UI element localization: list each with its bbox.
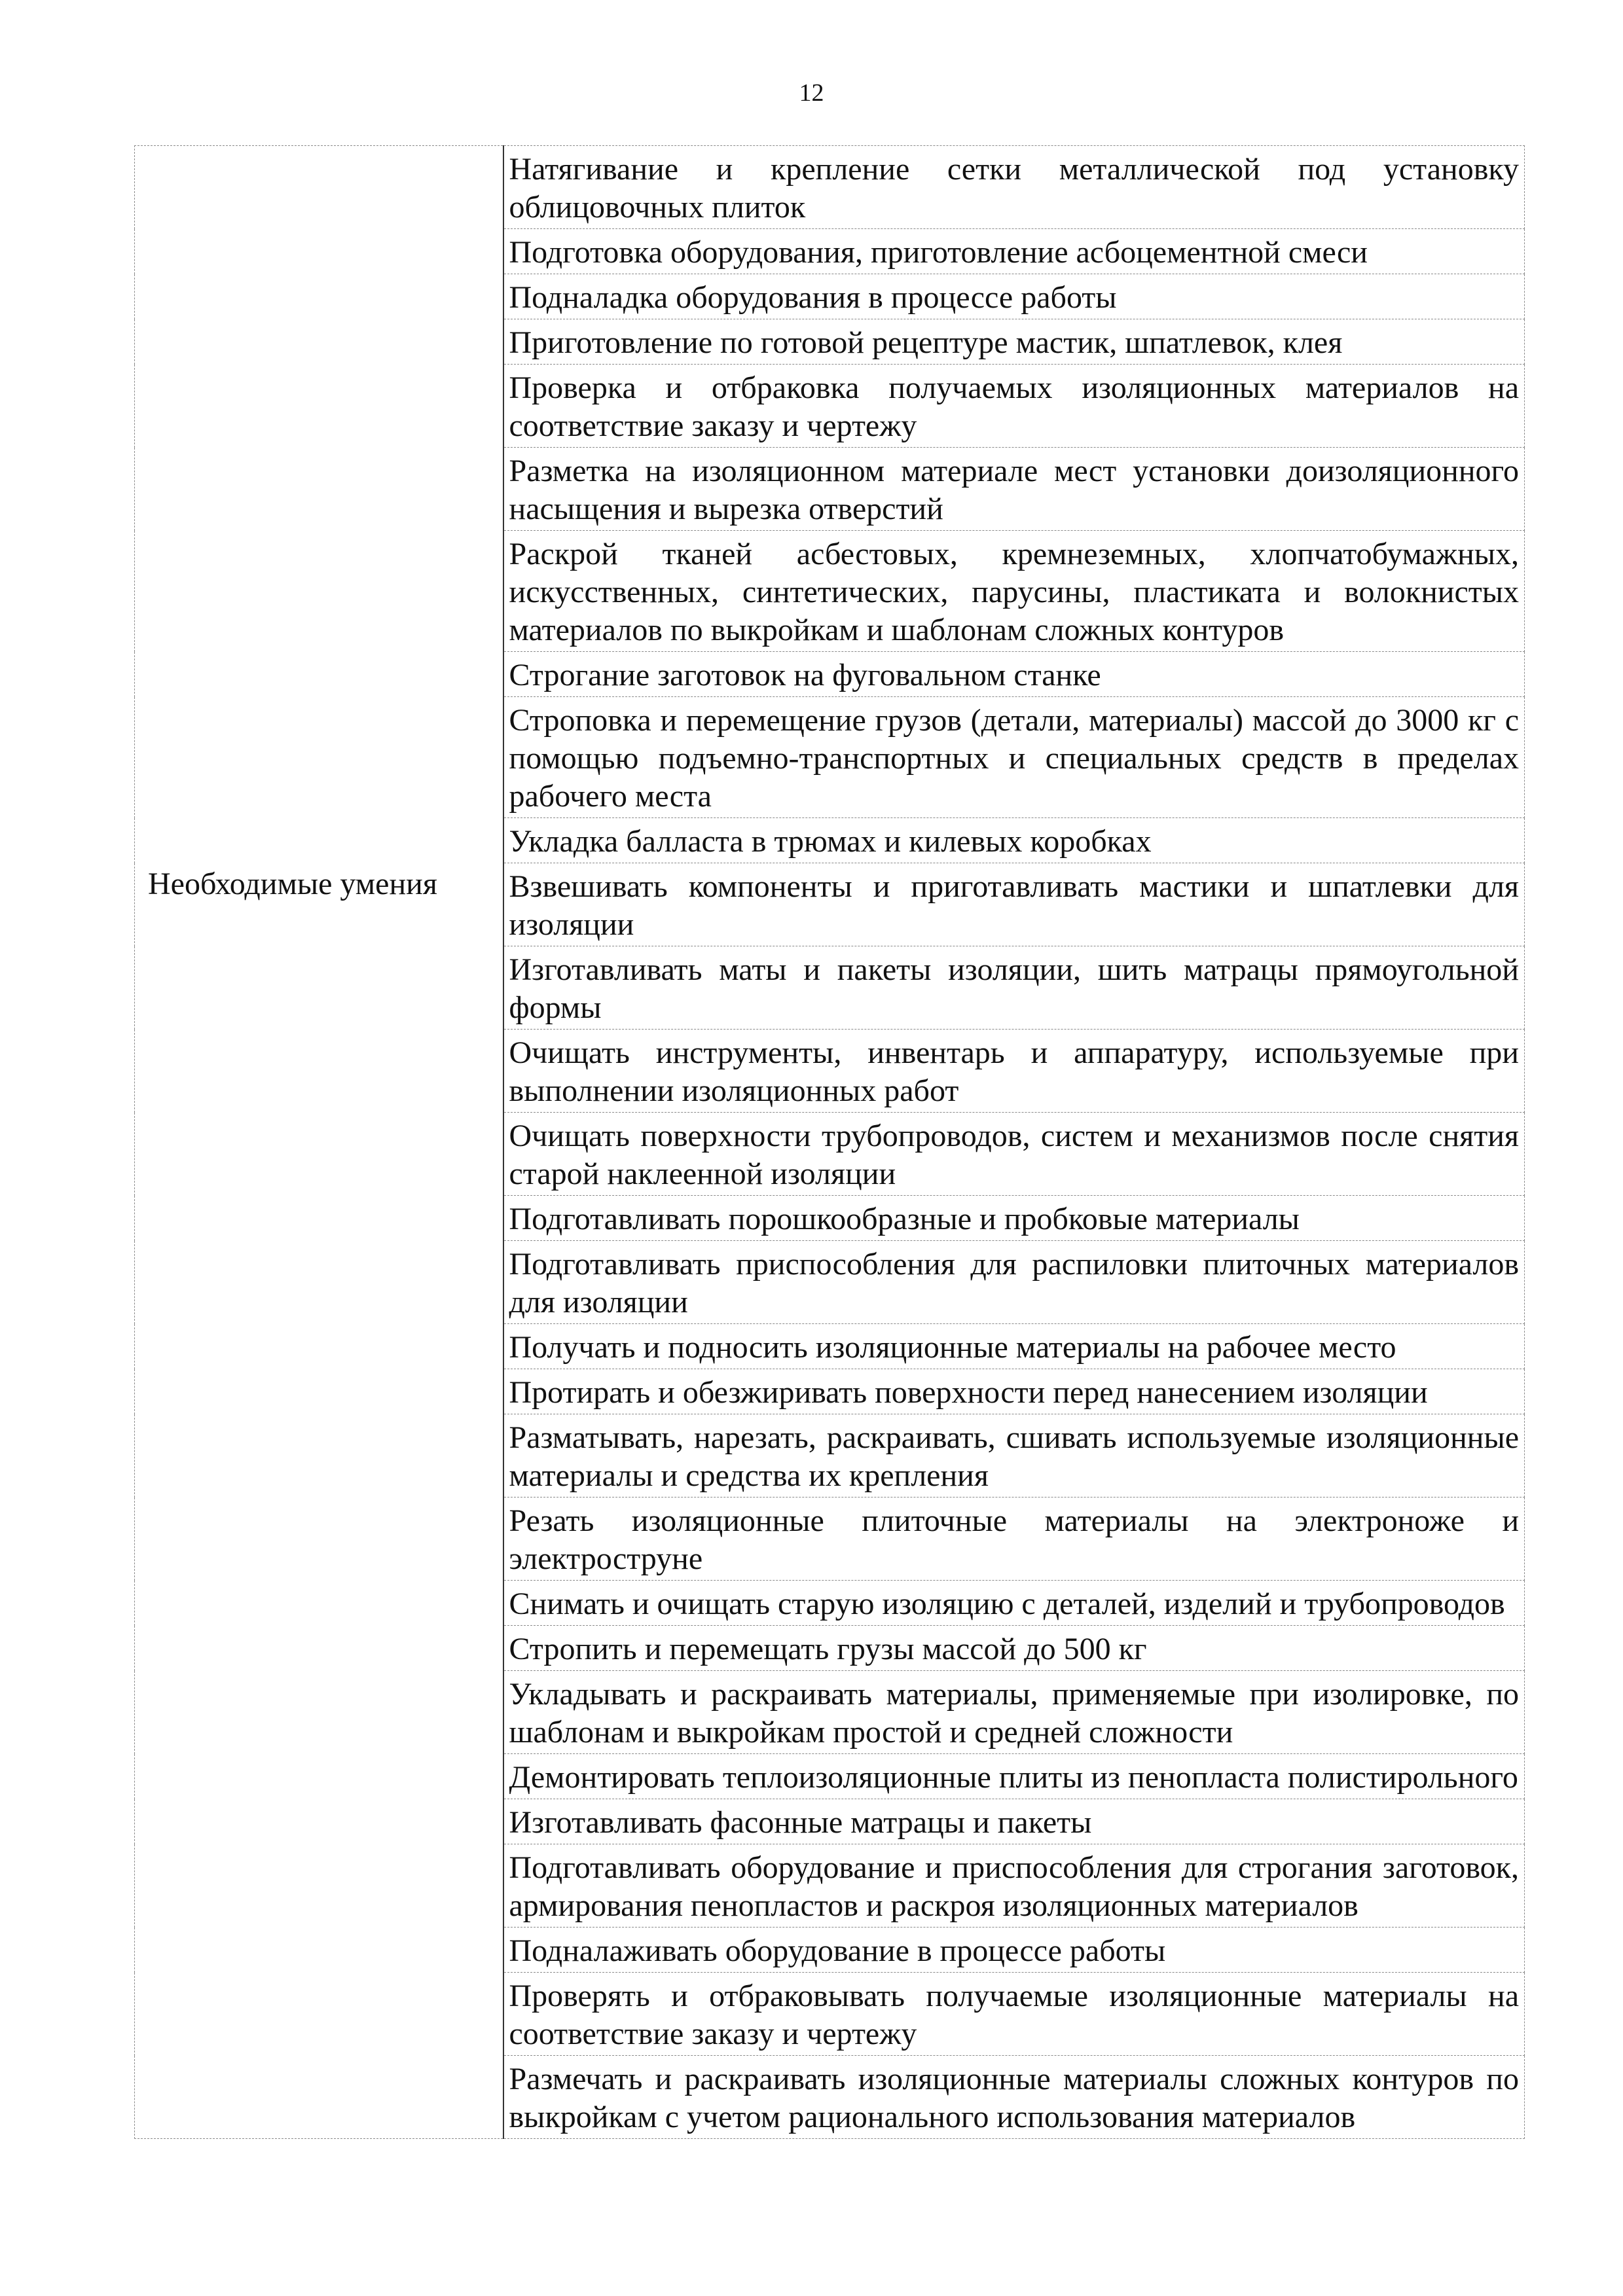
item-text-cell: Подналаживать оборудование в процессе работы — [503, 1928, 1525, 1973]
item-text-cell: Стропить и перемещать грузы массой до 500 кг — [503, 1626, 1525, 1671]
item-text-cell: Изготавливать фасонные матрацы и пакеты — [503, 1799, 1525, 1844]
requirements-table — [134, 145, 1525, 2139]
item-text-cell: Натягивание и крепление сетки металлической под установку облицовочных плиток — [503, 146, 1525, 229]
item-text-cell: Проверять и отбраковывать получаемые изоляционные материалы на соответствие заказу и чертежу — [503, 1973, 1525, 2056]
item-text-cell: Приготовление по готовой рецептуре мастик, шпатлевок, клея — [503, 319, 1525, 365]
group-label-cell — [135, 146, 503, 863]
item-text-cell: Разматывать, нарезать, раскраивать, сшивать используемые изоляционные материалы и средства их крепления — [503, 1414, 1525, 1498]
item-text-cell: Снимать и очищать старую изоляцию с деталей, изделий и трубопроводов — [503, 1581, 1525, 1626]
item-text-cell: Разметка на изоляционном материале мест установки доизоляционного насыщения и вырезка отверстий — [503, 448, 1525, 531]
item-text-cell: Взвешивать компоненты и приготавливать мастики и шпатлевки для изоляции — [503, 863, 1525, 946]
item-text-cell: Получать и подносить изоляционные материалы на рабочее место — [503, 1324, 1525, 1369]
item-text-cell: Укладка балласта в трюмах и килевых коробках — [503, 818, 1525, 863]
item-text-cell: Раскрой тканей асбестовых, кремнеземных, хлопчатобумажных, искусственных, синтетических, парусины, пластиката и волокнистых материалов по выкройкам и шаблонам сложных контуров — [503, 531, 1525, 652]
item-text-cell: Подналадка оборудования в процессе работы — [503, 274, 1525, 319]
item-text-cell: Подготавливать оборудование и приспособления для строгания заготовок, армирования пенопластов и раскроя изоляционных материалов — [503, 1844, 1525, 1928]
item-text-cell: Подготовка оборудования, приготовление асбоцементной смеси — [503, 229, 1525, 274]
item-text-cell: Укладывать и раскраивать материалы, применяемые при изолировке, по шаблонам и выкройкам простой и средней сложности — [503, 1671, 1525, 1754]
table-row — [135, 146, 1525, 229]
item-text-cell: Подготавливать приспособления для распиловки плиточных материалов для изоляции — [503, 1241, 1525, 1324]
requirements-table-body — [135, 146, 1525, 2139]
page-number: 12 — [799, 79, 824, 107]
item-text-cell: Резать изоляционные плиточные материалы на электроноже и электроструне — [503, 1498, 1525, 1581]
item-text-cell: Протирать и обезжиривать поверхности перед нанесением изоляции — [503, 1369, 1525, 1414]
item-text-cell: Изготавливать маты и пакеты изоляции, шить матрацы прямоугольной формы — [503, 946, 1525, 1030]
item-text-cell: Очищать инструменты, инвентарь и аппаратуру, используемые при выполнении изоляционных работ — [503, 1030, 1525, 1113]
group-label-cell: Необходимые умения — [135, 863, 503, 2139]
item-text-cell: Строповка и перемещение грузов (детали, материалы) массой до 3000 кг с помощью подъемно-транспортных и специальных средств в пределах рабочего места — [503, 697, 1525, 818]
item-text-cell: Подготавливать порошкообразные и пробковые материалы — [503, 1196, 1525, 1241]
table-row — [135, 863, 1525, 946]
item-text-cell: Очищать поверхности трубопроводов, систем и механизмов после снятия старой наклеенной изоляции — [503, 1113, 1525, 1196]
item-text-cell: Строгание заготовок на фуговальном станке — [503, 652, 1525, 697]
item-text-cell: Размечать и раскраивать изоляционные материалы сложных контуров по выкройкам с учетом рационального использования материалов — [503, 2056, 1525, 2139]
item-text-cell: Демонтировать теплоизоляционные плиты из пенопласта полистирольного — [503, 1754, 1525, 1799]
item-text-cell: Проверка и отбраковка получаемых изоляционных материалов на соответствие заказу и чертежу — [503, 365, 1525, 448]
